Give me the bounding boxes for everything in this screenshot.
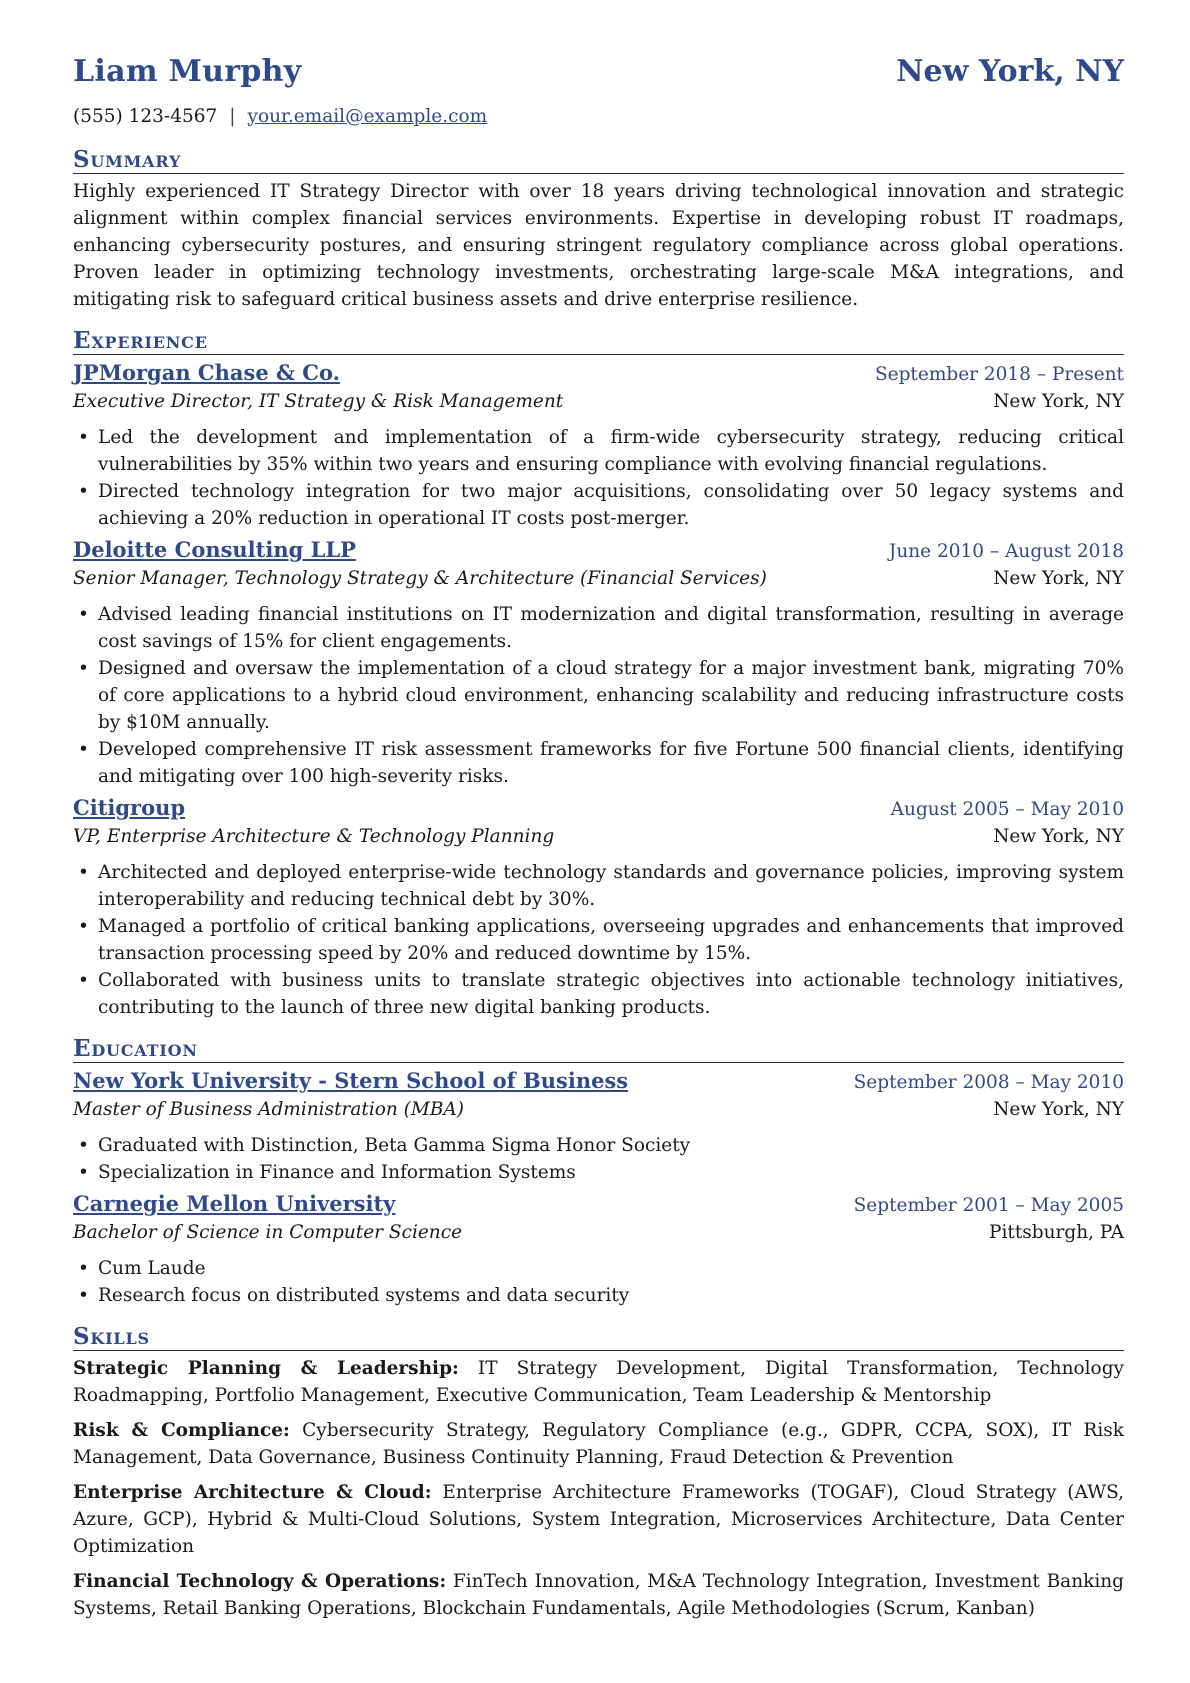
bullet-item — [78, 601, 1124, 655]
bullet-list — [73, 601, 1124, 790]
bullet-item — [78, 859, 1124, 913]
entry-subheader — [73, 1219, 1124, 1247]
section-title-skills: Skills — [73, 1323, 1124, 1351]
skill-line — [73, 1568, 1124, 1622]
bullet-item — [78, 1255, 1124, 1282]
contact-separator: | — [229, 105, 236, 127]
entry-header — [73, 536, 1124, 565]
bullet-item — [78, 1159, 1124, 1186]
bullet-text: Graduated with Distinction, Beta Gamma Sigma Honor Society — [98, 1135, 691, 1156]
entry-role: Senior Manager, Technology Strategy & Architecture (Financial Services) — [73, 568, 767, 589]
bullet-text: Collaborated with business units to translate strategic objectives into actionable technology initiatives, contributing to the launch of three new digital banking products. — [98, 970, 1124, 1018]
section-title-summary: Summary — [73, 146, 1124, 174]
entry-organization[interactable]: JPMorgan Chase & Co. — [73, 360, 340, 385]
skill-values: Cybersecurity Strategy, Regulatory Compliance (e.g., GDPR, CCPA, SOX), IT Risk Management, Data Governance, Business Continuity Planning, Fraud Detection & Prevention — [73, 1420, 1124, 1468]
resume-page — [73, 54, 1125, 1622]
entry-organization[interactable]: Citigroup — [73, 795, 186, 820]
contact-line — [73, 100, 1124, 132]
bullet-icon: • — [78, 604, 89, 625]
bullet-list — [73, 424, 1124, 532]
summary-text: Highly experienced IT Strategy Director with over 18 years driving technological innovation and strategic alignment within complex financial services environments. Expertise in developing robust IT roadmaps, enhancing cybersecurity postures, and ensuring stringent regulatory compliance across global operations. Proven leader in optimizing technology investments, orchestrating large-scale M&A integrations, and mitigating risk to safeguard critical business assets and drive enterprise resilience. — [73, 181, 1124, 310]
entry-dates: August 2005 – May 2010 — [890, 799, 1124, 820]
skills-list — [73, 1355, 1124, 1622]
skill-line — [73, 1479, 1124, 1560]
bullet-item — [78, 655, 1124, 736]
candidate-name: Liam Murphy — [73, 54, 302, 89]
skill-category: Enterprise Architecture & Cloud: — [73, 1482, 432, 1503]
entry-header — [73, 794, 1124, 823]
entry-dates: June 2010 – August 2018 — [888, 541, 1124, 562]
bullet-list — [73, 859, 1124, 1021]
bullet-text: Directed technology integration for two major acquisitions, consolidating over 50 legacy systems and achieving a 20% reduction in operational IT costs post-merger. — [98, 481, 1124, 529]
email-link[interactable]: your.email@example.com — [247, 105, 488, 127]
bullet-text: Led the development and implementation of a firm-wide cybersecurity strategy, reducing critical vulnerabilities by 35% within two years and ensuring compliance with evolving financial regulations. — [98, 427, 1124, 475]
entry-dates: September 2008 – May 2010 — [853, 1072, 1124, 1093]
bullet-item — [78, 1132, 1124, 1159]
entry-header — [73, 1067, 1124, 1096]
skill-category: Risk & Compliance: — [73, 1420, 290, 1441]
entry-location: New York, NY — [993, 826, 1124, 847]
bullet-item — [78, 967, 1124, 1021]
bullet-icon: • — [78, 427, 89, 448]
entry-organization[interactable]: Carnegie Mellon University — [73, 1191, 396, 1216]
bullet-text: Specialization in Finance and Information Systems — [98, 1162, 576, 1183]
bullet-icon: • — [78, 970, 89, 991]
skill-values: IT Strategy Development, Digital Transformation, Technology Roadmapping, Portfolio Management, Executive Communication, Team Leadership & Mentorship — [73, 1358, 1124, 1406]
header-location: New York, NY — [896, 54, 1124, 89]
entry-header — [73, 1190, 1124, 1219]
bullet-icon: • — [78, 1135, 89, 1156]
bullet-icon: • — [78, 658, 89, 679]
entry-role: Master of Business Administration (MBA) — [73, 1099, 465, 1120]
bullet-text: Developed comprehensive IT risk assessment frameworks for five Fortune 500 financial clients, identifying and mitigating over 100 high-severity risks. — [98, 739, 1124, 787]
bullet-item — [78, 478, 1124, 532]
bullet-icon: • — [78, 916, 89, 937]
bullet-list — [73, 1255, 1124, 1309]
bullet-text: Managed a portfolio of critical banking applications, overseeing upgrades and enhancements that improved transaction processing speed by 20% and reduced downtime by 15%. — [98, 916, 1124, 964]
entry-role: Executive Director, IT Strategy & Risk Management — [73, 391, 564, 412]
bullet-text: Cum Laude — [98, 1258, 206, 1279]
bullet-icon: • — [78, 481, 89, 502]
bullet-icon: • — [78, 1162, 89, 1183]
education-list — [73, 1067, 1124, 1309]
bullet-item — [78, 736, 1124, 790]
entry-dates: September 2018 – Present — [874, 364, 1124, 385]
entry-subheader — [73, 823, 1124, 851]
entry-location: New York, NY — [993, 568, 1124, 589]
entry-location: New York, NY — [993, 1099, 1124, 1120]
entry-subheader — [73, 1096, 1124, 1124]
skill-line — [73, 1417, 1124, 1471]
experience-list — [73, 359, 1124, 1021]
bullet-icon: • — [78, 1285, 89, 1306]
entry-location: New York, NY — [993, 391, 1124, 412]
entry-header — [73, 359, 1124, 388]
bullet-item — [78, 913, 1124, 967]
bullet-list — [73, 1132, 1124, 1186]
bullet-item — [78, 424, 1124, 478]
header — [73, 54, 1124, 98]
entry-subheader — [73, 565, 1124, 593]
bullet-text: Architected and deployed enterprise-wide technology standards and governance policies, improving system interoperability and reducing technical debt by 30%. — [98, 862, 1124, 910]
bullet-icon: • — [78, 1258, 89, 1279]
bullet-text: Designed and oversaw the implementation of a cloud strategy for a major investment bank, migrating 70% of core applications to a hybrid cloud environment, enhancing scalability and reducing infrastructure costs by $10M annually. — [98, 658, 1124, 733]
entry-subheader — [73, 388, 1124, 416]
bullet-icon: • — [78, 862, 89, 883]
bullet-item — [78, 1282, 1124, 1309]
entry-role: Bachelor of Science in Computer Science — [73, 1222, 463, 1243]
entry-organization[interactable]: New York University - Stern School of Business — [73, 1068, 629, 1093]
bullet-icon: • — [78, 739, 89, 760]
entry-role: VP, Enterprise Architecture & Technology Planning — [73, 826, 555, 847]
skill-line — [73, 1355, 1124, 1409]
section-title-experience: Experience — [73, 327, 1124, 355]
skill-values: FinTech Innovation, M&A Technology Integration, Investment Banking Systems, Retail Banking Operations, Blockchain Fundamentals, Agile Methodologies (Scrum, Kanban) — [73, 1571, 1125, 1619]
skill-category: Strategic Planning & Leadership: — [73, 1358, 459, 1379]
entry-organization[interactable]: Deloitte Consulting LLP — [73, 537, 356, 562]
entry-dates: September 2001 – May 2005 — [853, 1195, 1124, 1216]
phone: (555) 123-4567 — [73, 105, 218, 127]
section-title-education: Education — [73, 1035, 1124, 1063]
skill-category: Financial Technology & Operations: — [73, 1571, 447, 1592]
bullet-text: Research focus on distributed systems and data security — [98, 1285, 630, 1306]
bullet-text: Advised leading financial institutions on IT modernization and digital transformation, resulting in average cost savings of 15% for client engagements. — [98, 604, 1124, 652]
entry-location: Pittsburgh, PA — [989, 1222, 1124, 1243]
skill-values: Enterprise Architecture Frameworks (TOGAF), Cloud Strategy (AWS, Azure, GCP), Hybrid & Multi-Cloud Solutions, System Integration, Microservices Architecture, Data Center Optimization — [73, 1482, 1125, 1557]
